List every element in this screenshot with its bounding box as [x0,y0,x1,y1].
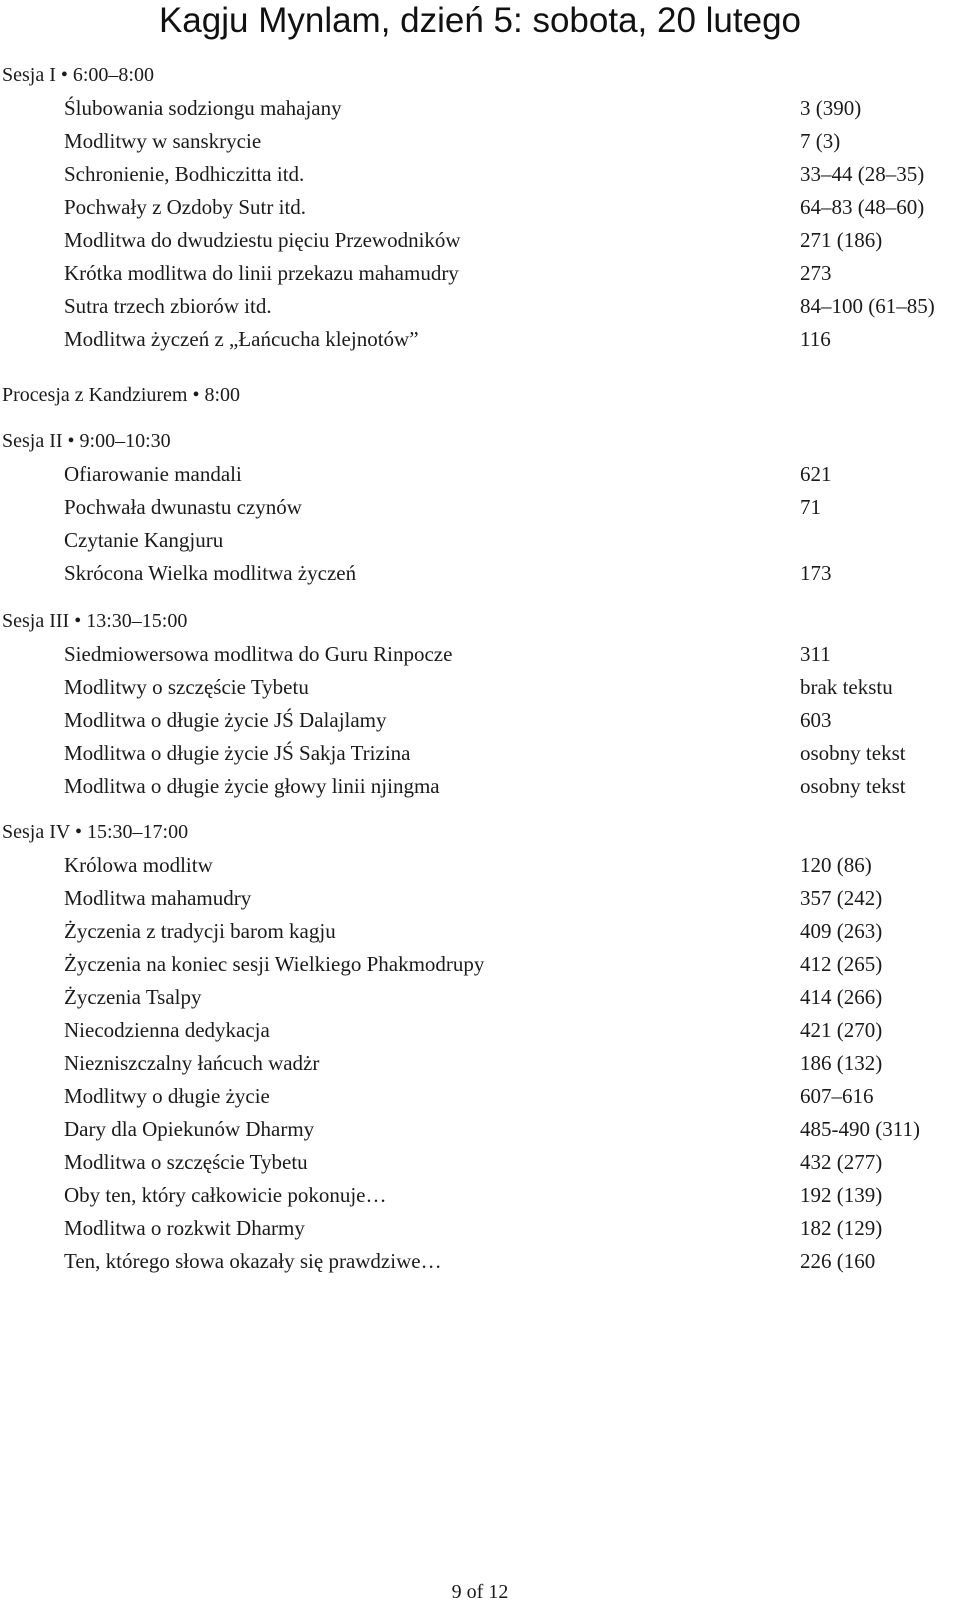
item-page-ref: 226 (160 [800,1249,876,1273]
item-page-ref: 603 [800,708,832,732]
item-title: Oby ten, który całkowicie pokonuje… [64,1183,387,1207]
list-item [0,849,960,882]
list-item [0,491,960,524]
list-item [0,1080,960,1113]
session-header: Sesja II • 9:00–10:30 [2,430,171,452]
item-title: Pochwała dwunastu czynów [64,495,302,519]
item-title: Modlitwa o długie życie głowy linii njingma [64,774,440,798]
session-block [0,378,960,412]
list-item [0,671,960,704]
item-title: Modlitwy o szczęście Tybetu [64,675,309,699]
item-title: Ofiarowanie mandali [64,462,242,486]
page-number: 9 of 12 [451,1581,509,1603]
list-item [0,638,960,671]
item-title: Niezniszczalny łańcuch wadżr [64,1051,320,1075]
item-title: Modlitwa o rozkwit Dharmy [64,1216,305,1240]
item-title: Ten, którego słowa okazały się prawdziwe… [64,1249,442,1273]
item-title: Pochwały z Ozdoby Sutr itd. [64,195,307,219]
list-item [0,524,960,557]
session-header: Sesja IV • 15:30–17:00 [2,821,189,843]
list-item [0,323,960,356]
item-page-ref: 116 [800,327,831,351]
item-page-ref: 621 [800,462,832,486]
session-header: Procesja z Kandziurem • 8:00 [2,384,241,406]
item-title: Modlitwa o długie życie JŚ Sakja Trizina [64,741,411,765]
list-item [0,290,960,323]
item-page-ref: 311 [800,642,831,666]
item-page-ref: 33–44 (28–35) [800,162,925,186]
list-item [0,458,960,491]
item-page-ref: 7 (3) [800,129,841,153]
item-page-ref: 414 (266) [800,985,883,1009]
item-page-ref: 357 (242) [800,886,883,910]
item-page-ref: 64–83 (48–60) [800,195,925,219]
list-item [0,1179,960,1212]
item-page-ref: 71 [800,495,821,519]
item-title: Schronienie, Bodhiczitta itd. [64,162,305,186]
list-item [0,882,960,915]
item-title: Modlitwa mahamudry [64,886,252,910]
session-block [0,58,960,356]
session-item-list [0,92,960,356]
list-item [0,1146,960,1179]
item-page-ref: brak tekstu [800,675,893,699]
item-title: Życzenia na koniec sesji Wielkiego Phakmodrupy [64,952,485,976]
item-title: Modlitwy w sanskrycie [64,129,262,153]
list-item [0,191,960,224]
list-item [0,224,960,257]
item-page-ref: 271 (186) [800,228,883,252]
session-item-list [0,849,960,1278]
item-page-ref: 182 (129) [800,1216,883,1240]
item-title: Królowa modlitw [64,853,213,877]
item-title: Modlitwa o długie życie JŚ Dalajlamy [64,708,387,732]
item-page-ref: 84–100 (61–85) [800,294,935,318]
session-block [0,424,960,590]
session-block [0,815,960,1278]
item-title: Modlitwa o szczęście Tybetu [64,1150,308,1174]
item-page-ref: 192 (139) [800,1183,883,1207]
item-title: Modlitwa życzeń z „Łańcucha klejnotów” [64,327,419,351]
item-page-ref: 485-490 (311) [800,1117,920,1141]
list-item [0,1212,960,1245]
list-item [0,1245,960,1278]
list-item [0,1014,960,1047]
session-item-list [0,458,960,590]
item-page-ref: 432 (277) [800,1150,883,1174]
item-page-ref: 409 (263) [800,919,883,943]
item-page-ref: 186 (132) [800,1051,883,1075]
session-item-list [0,638,960,803]
session-block [0,604,960,803]
list-item [0,1113,960,1146]
item-page-ref: osobny tekst [800,774,906,798]
list-item [0,158,960,191]
item-title: Sutra trzech zbiorów itd. [64,294,272,318]
list-item [0,981,960,1014]
item-title: Krótka modlitwa do linii przekazu mahamudry [64,261,459,285]
session-list [0,58,960,1278]
item-title: Skrócona Wielka modlitwa życzeń [64,561,357,585]
item-title: Czytanie Kangjuru [64,528,224,552]
list-item [0,557,960,590]
item-title: Życzenia Tsalpy [64,985,202,1009]
list-item [0,92,960,125]
item-page-ref: 421 (270) [800,1018,883,1042]
list-item [0,125,960,158]
session-header: Sesja I • 6:00–8:00 [2,64,154,86]
item-page-ref: 273 [800,261,832,285]
session-header: Sesja III • 13:30–15:00 [2,610,188,632]
list-item [0,257,960,290]
list-item [0,737,960,770]
list-item [0,915,960,948]
item-title: Ślubowania sodziongu mahajany [64,96,342,120]
item-title: Niecodzienna dedykacja [64,1018,270,1042]
page-title: Kagju Mynlam, dzień 5: sobota, 20 lutego [158,1,802,40]
item-page-ref: 412 (265) [800,952,883,976]
item-page-ref: 120 (86) [800,853,872,877]
item-title: Życzenia z tradycji barom kagju [64,919,336,943]
item-page-ref: osobny tekst [800,741,906,765]
item-title: Siedmiowersowa modlitwa do Guru Rinpocze [64,642,453,666]
item-title: Dary dla Opiekunów Dharmy [64,1117,315,1141]
list-item [0,1047,960,1080]
item-page-ref: 3 (390) [800,96,862,120]
item-page-ref: 607–616 [800,1084,874,1108]
list-item [0,704,960,737]
item-title: Modlitwy o długie życie [64,1084,270,1108]
item-page-ref: 173 [800,561,832,585]
item-title: Modlitwa do dwudziestu pięciu Przewodników [64,228,461,252]
list-item [0,770,960,803]
list-item [0,948,960,981]
